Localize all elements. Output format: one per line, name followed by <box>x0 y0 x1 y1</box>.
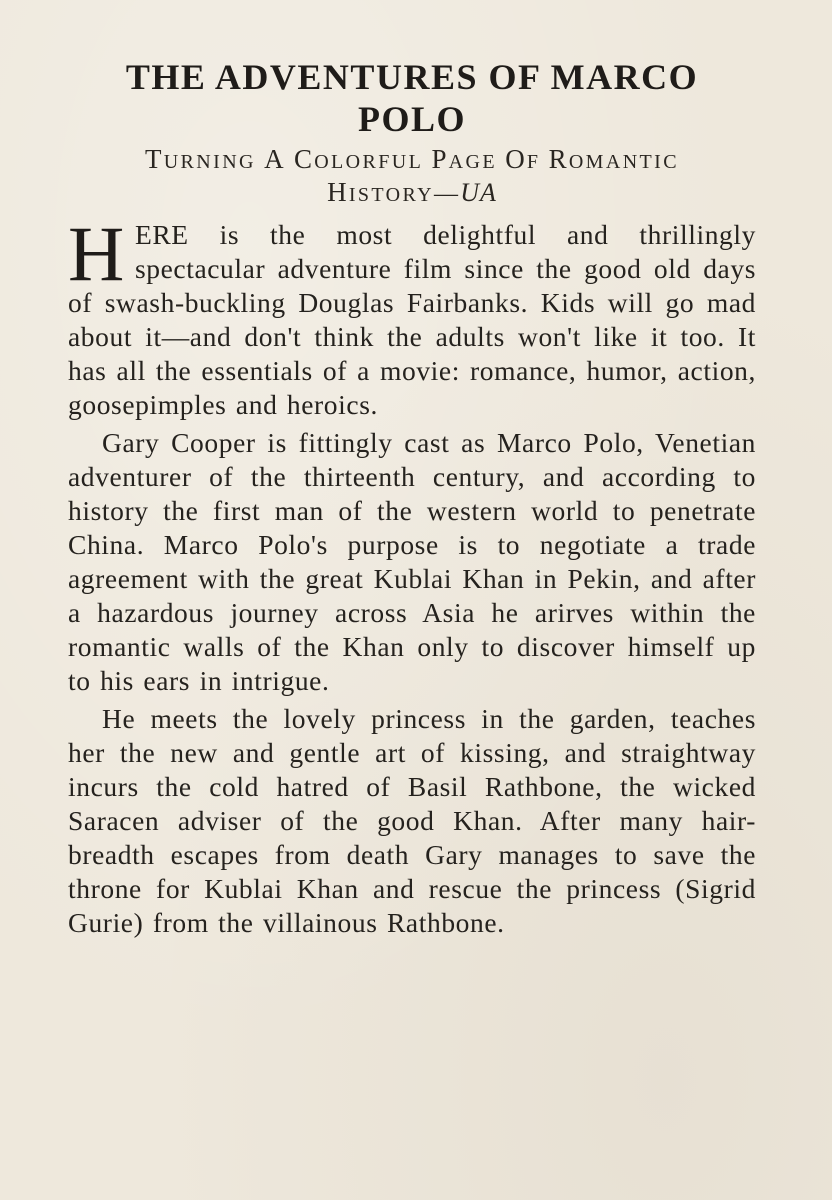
drop-cap: H <box>68 210 125 297</box>
subtitle-word: TURNING <box>145 144 256 174</box>
subtitle-word: PAGE <box>431 144 497 174</box>
paragraph-2: Gary Cooper is fittingly cast as Marco Polo, Venetian adventurer of the thirteenth century, and according to history the first man of the western world to penetrate China. Marco Polo's purpose is to negotiate a trade agreement with the great Kublai Khan in Pekin, and after a hazardous journey across Asia he arirves within the romantic walls of the Khan only to discover himself up to his ears in intrigue. <box>68 427 756 696</box>
paragraph-text: ERE is the most delightful and thrillingly spectacular adventure film since the good old days of swash-buckling Douglas Fairbanks. Kids will go mad about it—and don't think the adults won't like it too. It has all the essentials of a movie: romance, humor, action, goosepimples and heroics. <box>68 219 756 420</box>
paragraph-3: He meets the lovely princess in the garden, teaches her the new and gentle art of kissing, and straightway incurs the cold hatred of Basil Rathbone, the wicked Saracen adviser of the good Khan. After many hair-breadth escapes from death Gary manages to save the throne for Kublai Khan and rescue the princess (Sigrid Gurie) from the villainous Rathbone. <box>68 703 756 938</box>
article-body <box>68 210 756 940</box>
subtitle-word: COLORFUL <box>294 144 424 174</box>
subtitle-word: ROMANTIC <box>548 144 679 174</box>
subtitle-word-rest: ISTORY <box>348 184 434 206</box>
subtitle-word: A <box>264 144 286 174</box>
review-article <box>68 56 756 944</box>
article-title: THE ADVENTURES OF MARCO POLO <box>125 57 699 139</box>
article-subtitle <box>68 144 756 210</box>
subtitle-line-2 <box>68 177 756 210</box>
studio-credit: UA <box>460 178 497 207</box>
subtitle-word: OF <box>505 144 541 174</box>
subtitle-dash: — <box>434 181 461 207</box>
paragraph-1 <box>68 210 756 422</box>
subtitle-line-1 <box>68 144 756 177</box>
subtitle-word-cap: H <box>327 177 349 207</box>
